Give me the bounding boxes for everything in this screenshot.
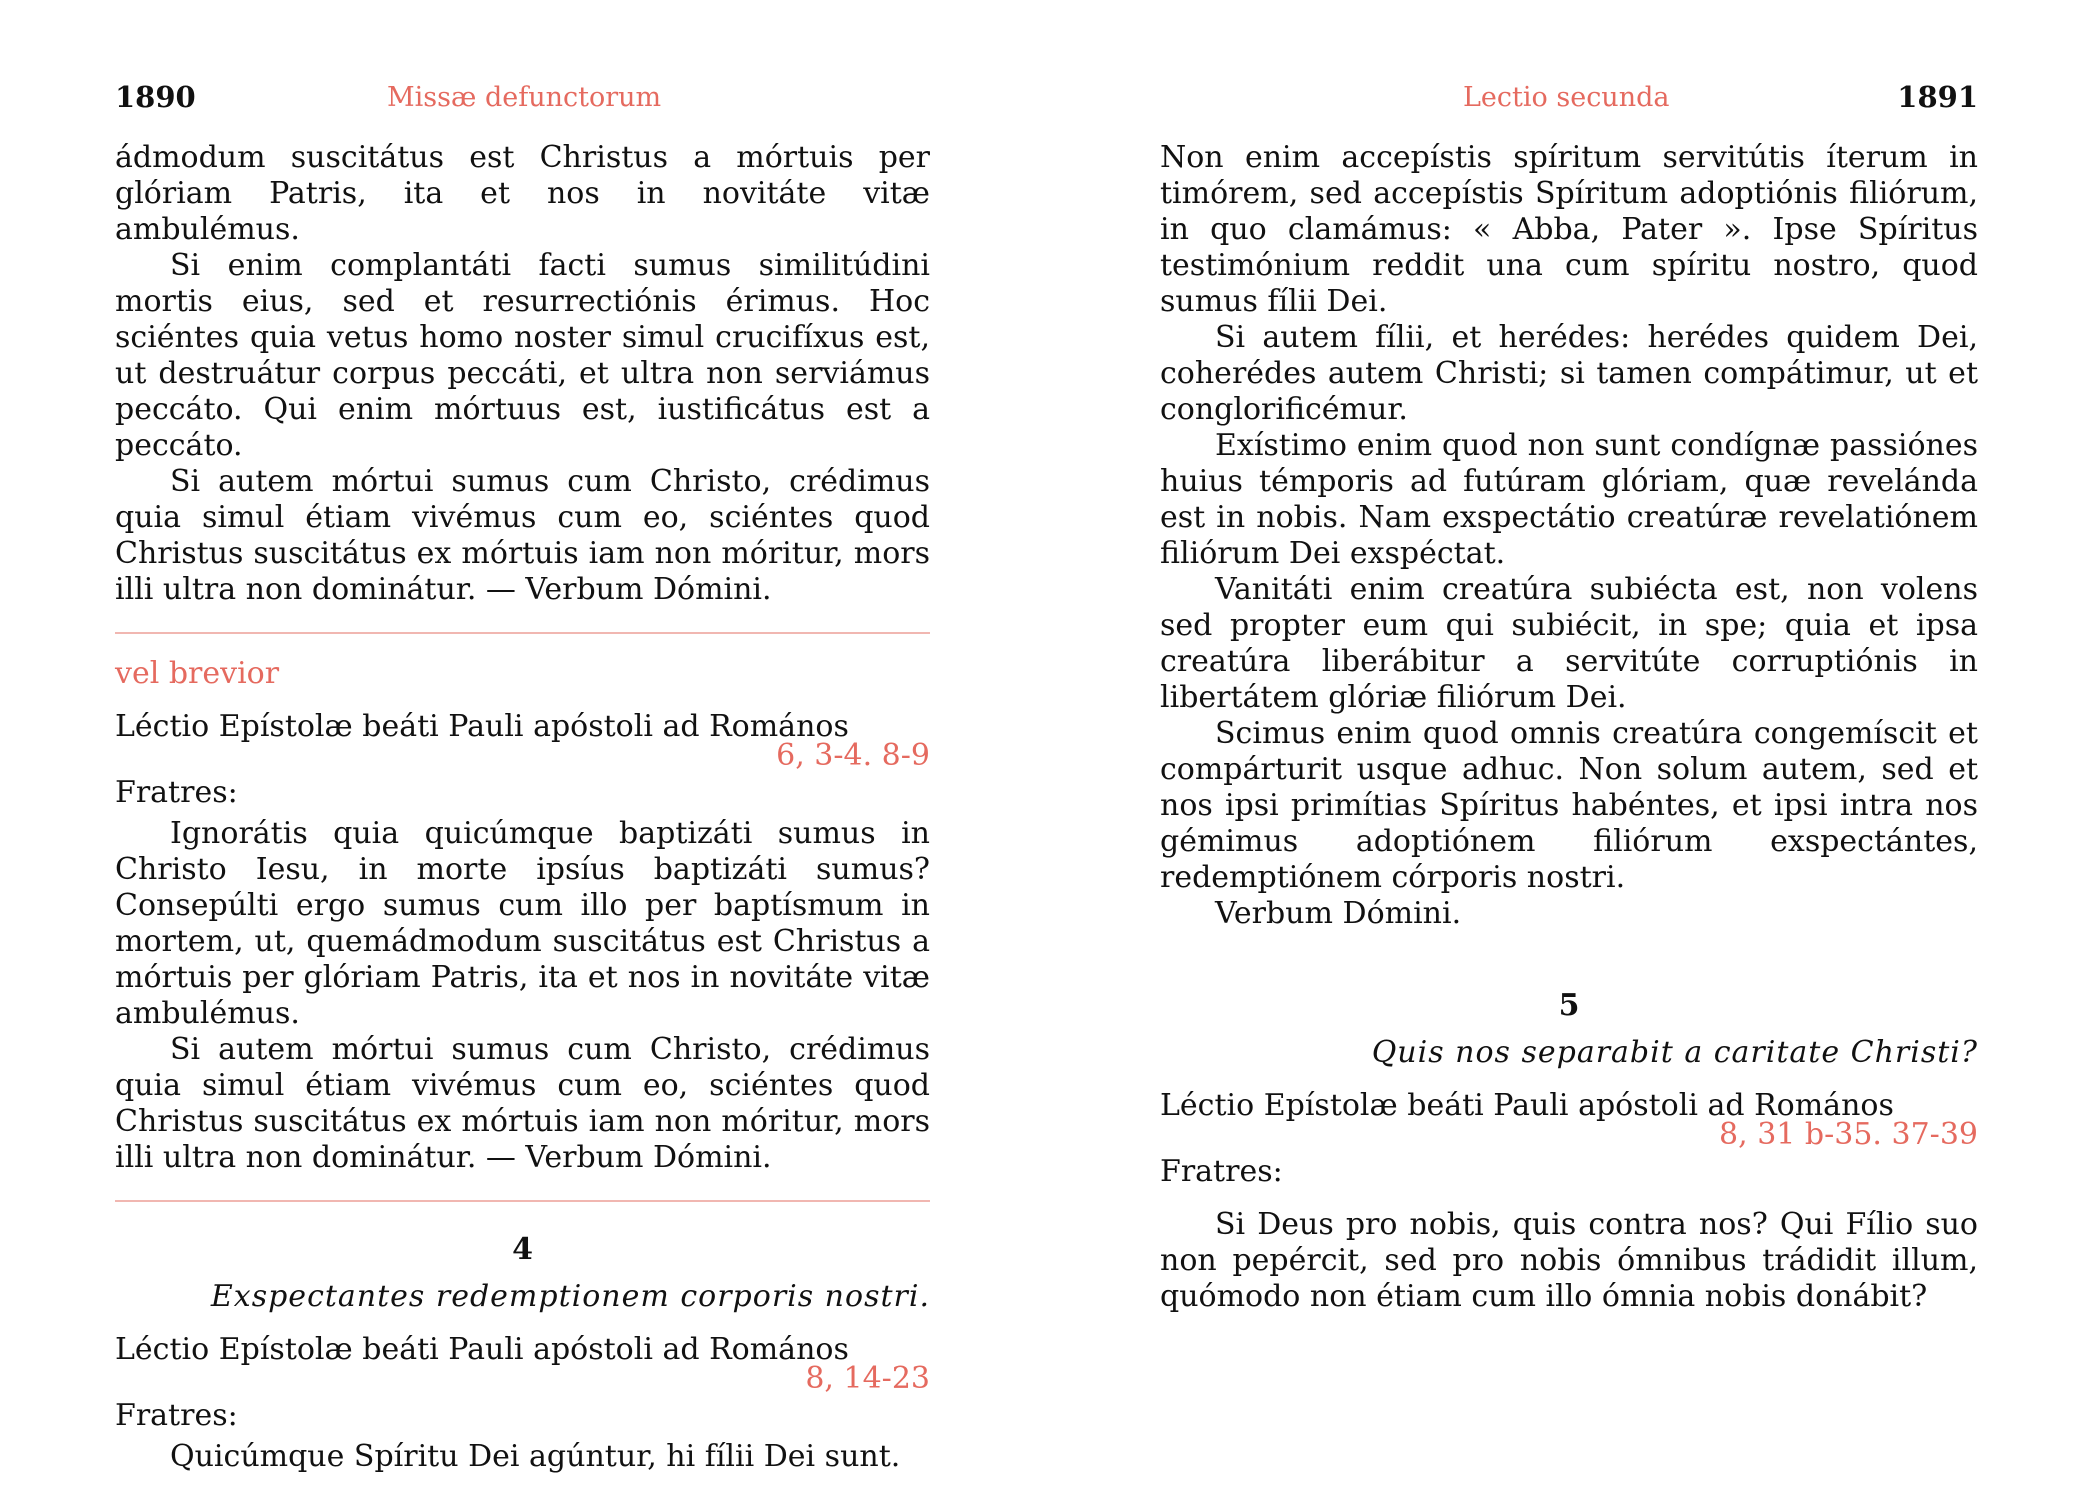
reading-text	[1160, 140, 1978, 932]
page-number: 1890	[115, 80, 196, 114]
paragraph: Si autem fílii, et herédes: herédes quidem Dei, coherédes autem Christi; si tamen compátimur, ut et conglorificémur.	[1160, 320, 1978, 427]
paragraph: Si enim complantáti facti sumus similitúdini mortis eius, sed et resurrectiónis érimus. Hoc sciéntes quia vetus homo noster simul crucifíxus est, ut destruátur corpus peccáti, et ultra non serviámus peccáto. Qui enim mórtuus est, iustificátus est a peccáto.	[115, 248, 930, 463]
section-theme: Exspectantes redemptionem corporis nostri.	[210, 1279, 930, 1314]
running-title: Missæ defunctorum	[387, 82, 662, 113]
scripture-reference: 8, 14-23	[805, 1361, 930, 1396]
fratres-address: Fratres:	[1160, 1154, 1283, 1189]
running-title: Lectio secunda	[1463, 82, 1670, 113]
section-divider	[115, 1200, 930, 1202]
paragraph: Non enim accepístis spíritum servitútis íterum in timórem, sed accepístis Spíritum adoptiónis filiórum, in quo clamámus: « Abba, Pater ». Ipse Spíritus testimónium reddit una cum spíritu nostro, quod sumus fílii Dei.	[1160, 140, 1978, 319]
paragraph: Exístimo enim quod non sunt condígnæ passiónes huius témporis ad futúram glóriam, quæ revelánda est in nobis. Nam exspectátio creatúræ revelatiónem filiórum Dei exspéctat.	[1160, 428, 1978, 571]
section-number: 5	[1558, 988, 1580, 1023]
reading-text	[1160, 1207, 1978, 1315]
running-head	[1160, 80, 1978, 140]
paragraph: Quicúmque Spíritu Dei agúntur, hi fílii Dei sunt.	[170, 1439, 901, 1474]
reading-text	[115, 816, 930, 1176]
lectio-heading: Léctio Epístolæ beáti Pauli apóstoli ad Romános	[1160, 1088, 1894, 1123]
paragraph: Vanitáti enim creatúra subiécta est, non volens sed propter eum qui subiécit, in spe; quia et ipsa creatúra liberábitur a servitúte corruptiónis in libertátem glóriæ filiórum Dei.	[1160, 572, 1978, 715]
verbum-domini: Verbum Dómini.	[1215, 896, 1462, 931]
page-number: 1891	[1897, 80, 1978, 114]
reading-text	[115, 1439, 930, 1475]
paragraph: Si Deus pro nobis, quis contra nos? Qui Fílio suo non pepércit, sed pro nobis ómnibus trádidit illum, quómodo non étiam cum illo ómnia nobis donábit?	[1160, 1207, 1978, 1314]
right-page	[1160, 0, 1978, 1500]
continuation-text	[115, 140, 930, 608]
left-page	[115, 0, 930, 1500]
scripture-reference: 8, 31 b-35. 37-39	[1719, 1117, 1978, 1152]
section-theme: Quis nos separabit a caritate Christi?	[1371, 1035, 1978, 1070]
paragraph: Si autem mórtui sumus cum Christo, crédimus quia simul étiam vivémus cum eo, sciéntes quod Christus suscitátus ex mórtuis iam non móritur, mors illi ultra non dominátur. — Verbum Dómini.	[115, 1032, 930, 1175]
running-head	[115, 80, 930, 140]
paragraph: Ignorátis quia quicúmque baptizáti sumus in Christo Iesu, in morte ipsíus baptizáti sumus? Consepúlti ergo sumus cum illo per baptísmum in mortem, ut, quemádmodum suscitátus est Christus a mórtuis per glóriam Patris, ita et nos in novitáte vitæ ambulémus.	[115, 816, 930, 1031]
section-divider	[115, 632, 930, 634]
scripture-reference: 6, 3-4. 8-9	[776, 738, 930, 773]
fratres-address: Fratres:	[115, 775, 238, 810]
section-number: 4	[512, 1232, 533, 1267]
fratres-address: Fratres:	[115, 1398, 238, 1433]
lectio-heading: Léctio Epístolæ beáti Pauli apóstoli ad Romános	[115, 1332, 849, 1367]
paragraph: Scimus enim quod omnis creatúra congemíscit et compárturit usque adhuc. Non solum autem, sed et nos ipsi primítias Spíritus habéntes, et ipsi intra nos gémimus adoptiónem filiórum exspectántes, redemptiónem córporis nostri.	[1160, 716, 1978, 895]
rubric-vel-brevior: vel brevior	[115, 656, 280, 691]
paragraph: ádmodum suscitátus est Christus a mórtuis per glóriam Patris, ita et nos in novitáte vitæ ambulémus.	[115, 140, 930, 247]
lectio-heading: Léctio Epístolæ beáti Pauli apóstoli ad Romános	[115, 709, 849, 744]
paragraph: Si autem mórtui sumus cum Christo, crédimus quia simul étiam vivémus cum eo, sciéntes quod Christus suscitátus ex mórtuis iam non móritur, mors illi ultra non dominátur. — Verbum Dómini.	[115, 464, 930, 607]
